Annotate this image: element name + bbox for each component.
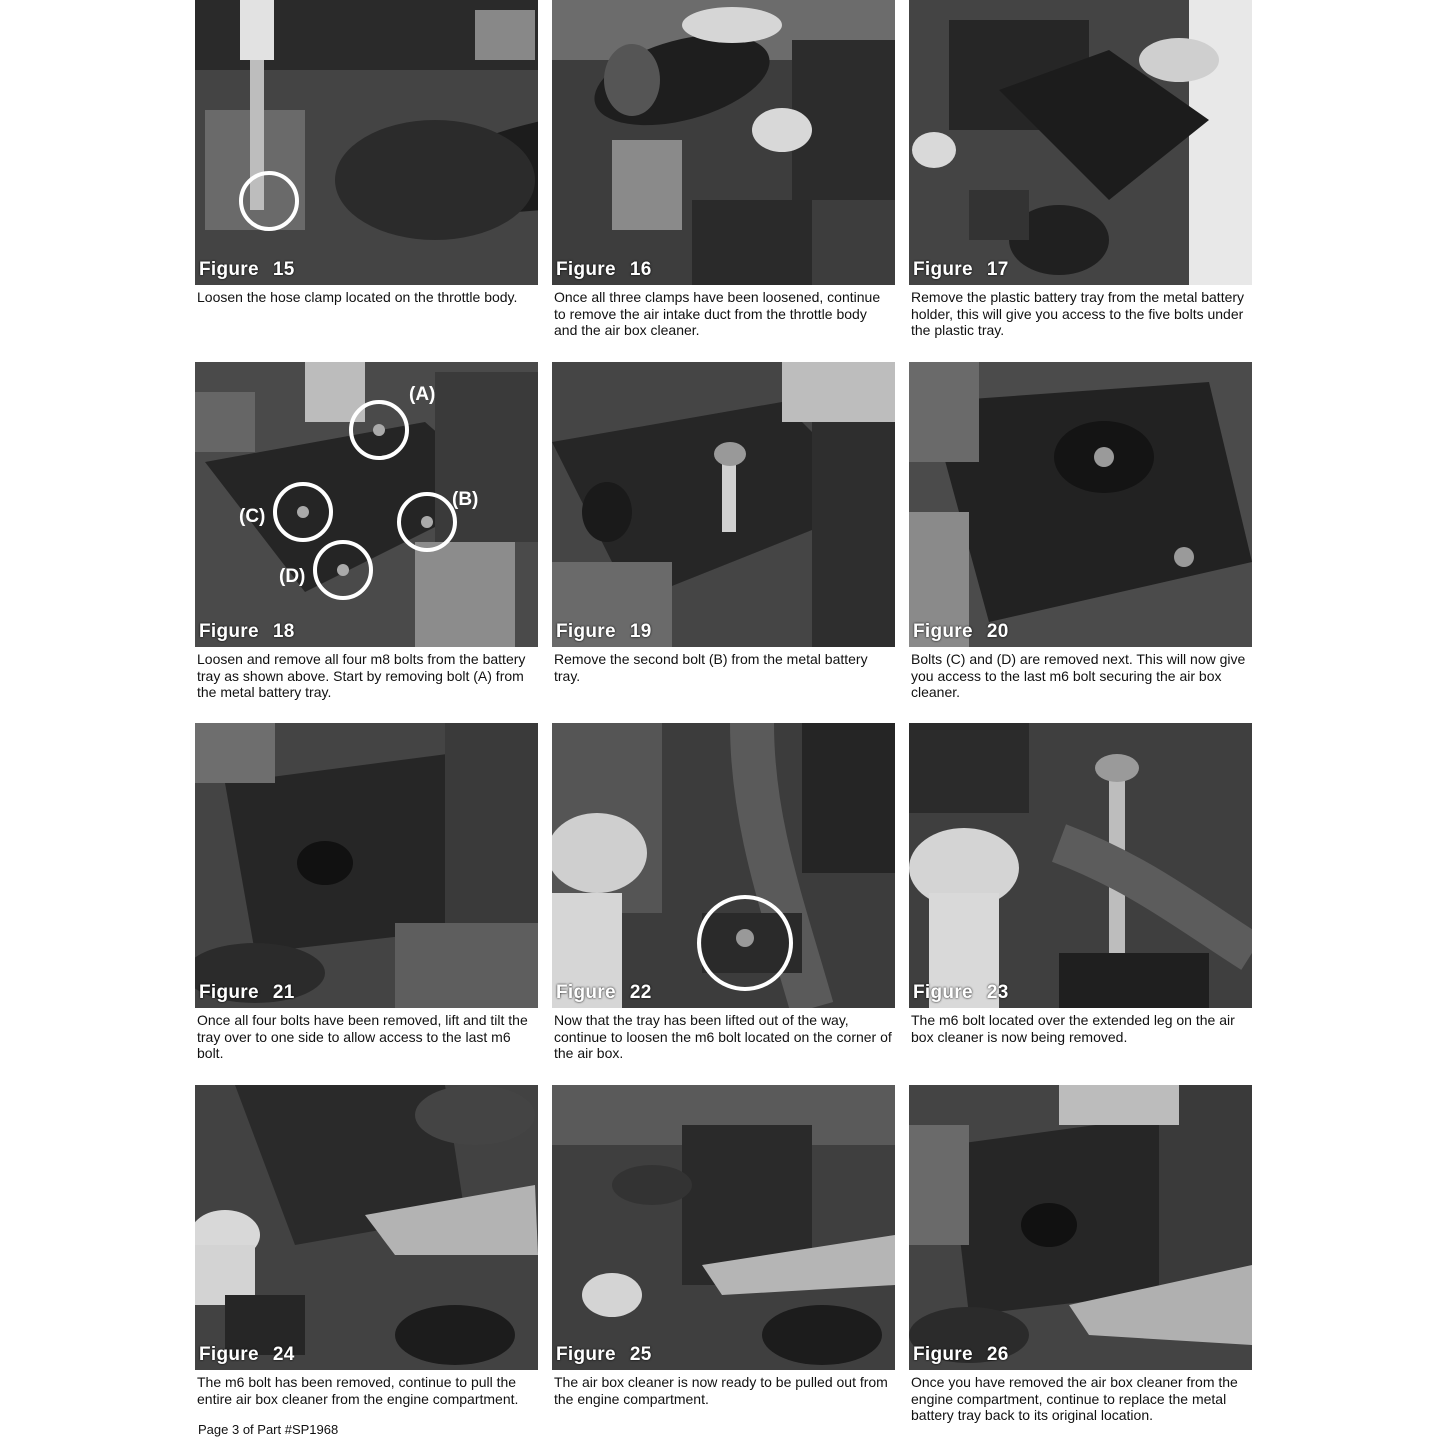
figure-17-photo xyxy=(909,0,1252,285)
callout-d: (D) xyxy=(279,566,306,587)
figure-16-photo xyxy=(552,0,895,285)
figure-24-caption: The m6 bolt has been removed, continue to pull the entire air box cleaner from the engine compartment. xyxy=(197,1374,519,1407)
figure-18-caption: Loosen and remove all four m8 bolts from the battery tray as shown above. Start by removing bolt (A) from the metal battery tray. xyxy=(197,651,526,701)
figure-25-label: Figure 25 xyxy=(556,1344,652,1365)
callout-b: (B) xyxy=(452,489,479,510)
figure-15-label: Figure 15 xyxy=(199,259,295,280)
figure-16-label: Figure 16 xyxy=(556,259,652,280)
battery-tray-photo xyxy=(909,0,1252,285)
figure-22-photo xyxy=(552,723,895,1008)
second-bolt-photo xyxy=(552,362,895,647)
page-footer: Page 3 of Part #SP1968 xyxy=(198,1422,339,1437)
airbox-pull-photo xyxy=(195,1085,538,1370)
figure-20-label: Figure 20 xyxy=(913,621,1009,642)
figure-26-photo xyxy=(909,1085,1252,1370)
intake-duct-photo xyxy=(552,0,895,285)
figure-21-photo xyxy=(195,723,538,1008)
figure-20-photo xyxy=(909,362,1252,647)
callout-c: (C) xyxy=(239,506,266,527)
last-bolt-access-photo xyxy=(909,362,1252,647)
figure-25-photo xyxy=(552,1085,895,1370)
figure-23-caption: The m6 bolt located over the extended leg on the air box cleaner is now being removed. xyxy=(911,1012,1235,1045)
figure-22-caption: Now that the tray has been lifted out of the way, continue to loosen the m6 bolt located on the corner of the air box. xyxy=(554,1012,892,1062)
figure-21-caption: Once all four bolts have been removed, lift and tilt the tray over to one side to allow access to the last m6 bolt. xyxy=(197,1012,528,1062)
figure-18-label: Figure 18 xyxy=(199,621,295,642)
figure-25-caption: The air box cleaner is now ready to be pulled out from the engine compartment. xyxy=(554,1374,888,1407)
battery-bolts-photo xyxy=(195,362,538,647)
figure-26-label: Figure 26 xyxy=(913,1344,1009,1365)
figure-17-caption: Remove the plastic battery tray from the metal battery holder, this will give you access to the five bolts under the plastic tray. xyxy=(911,289,1245,339)
callout-a: (A) xyxy=(409,384,436,405)
figure-19-caption: Remove the second bolt (B) from the metal battery tray. xyxy=(554,651,868,684)
figure-17-label: Figure 17 xyxy=(913,259,1009,280)
figure-26-caption: Once you have removed the air box cleaner from the engine compartment, continue to replace the metal battery tray back to its original location. xyxy=(911,1374,1238,1424)
figure-23-photo xyxy=(909,723,1252,1008)
figure-16-caption: Once all three clamps have been loosened, continue to remove the air intake duct from the throttle body and the air box cleaner. xyxy=(554,289,881,339)
figure-23-label: Figure 23 xyxy=(913,982,1009,1003)
figure-19-photo xyxy=(552,362,895,647)
figure-18-photo xyxy=(195,362,538,647)
figure-24-photo xyxy=(195,1085,538,1370)
figure-20-caption: Bolts (C) and (D) are removed next. This will now give you access to the last m6 bolt securing the air box cleaner. xyxy=(911,651,1246,701)
airbox-corner-bolt-photo xyxy=(552,723,895,1008)
extended-leg-bolt-photo xyxy=(909,723,1252,1008)
figure-19-label: Figure 19 xyxy=(556,621,652,642)
throttle-body-photo xyxy=(195,0,538,285)
figure-15-caption: Loosen the hose clamp located on the throttle body. xyxy=(197,289,518,305)
figure-21-label: Figure 21 xyxy=(199,982,295,1003)
tray-replace-photo xyxy=(909,1085,1252,1370)
airbox-ready-photo xyxy=(552,1085,895,1370)
figure-22-label: Figure 22 xyxy=(556,982,652,1003)
figure-15-photo xyxy=(195,0,538,285)
figure-24-label: Figure 24 xyxy=(199,1344,295,1365)
tray-tilted-photo xyxy=(195,723,538,1008)
